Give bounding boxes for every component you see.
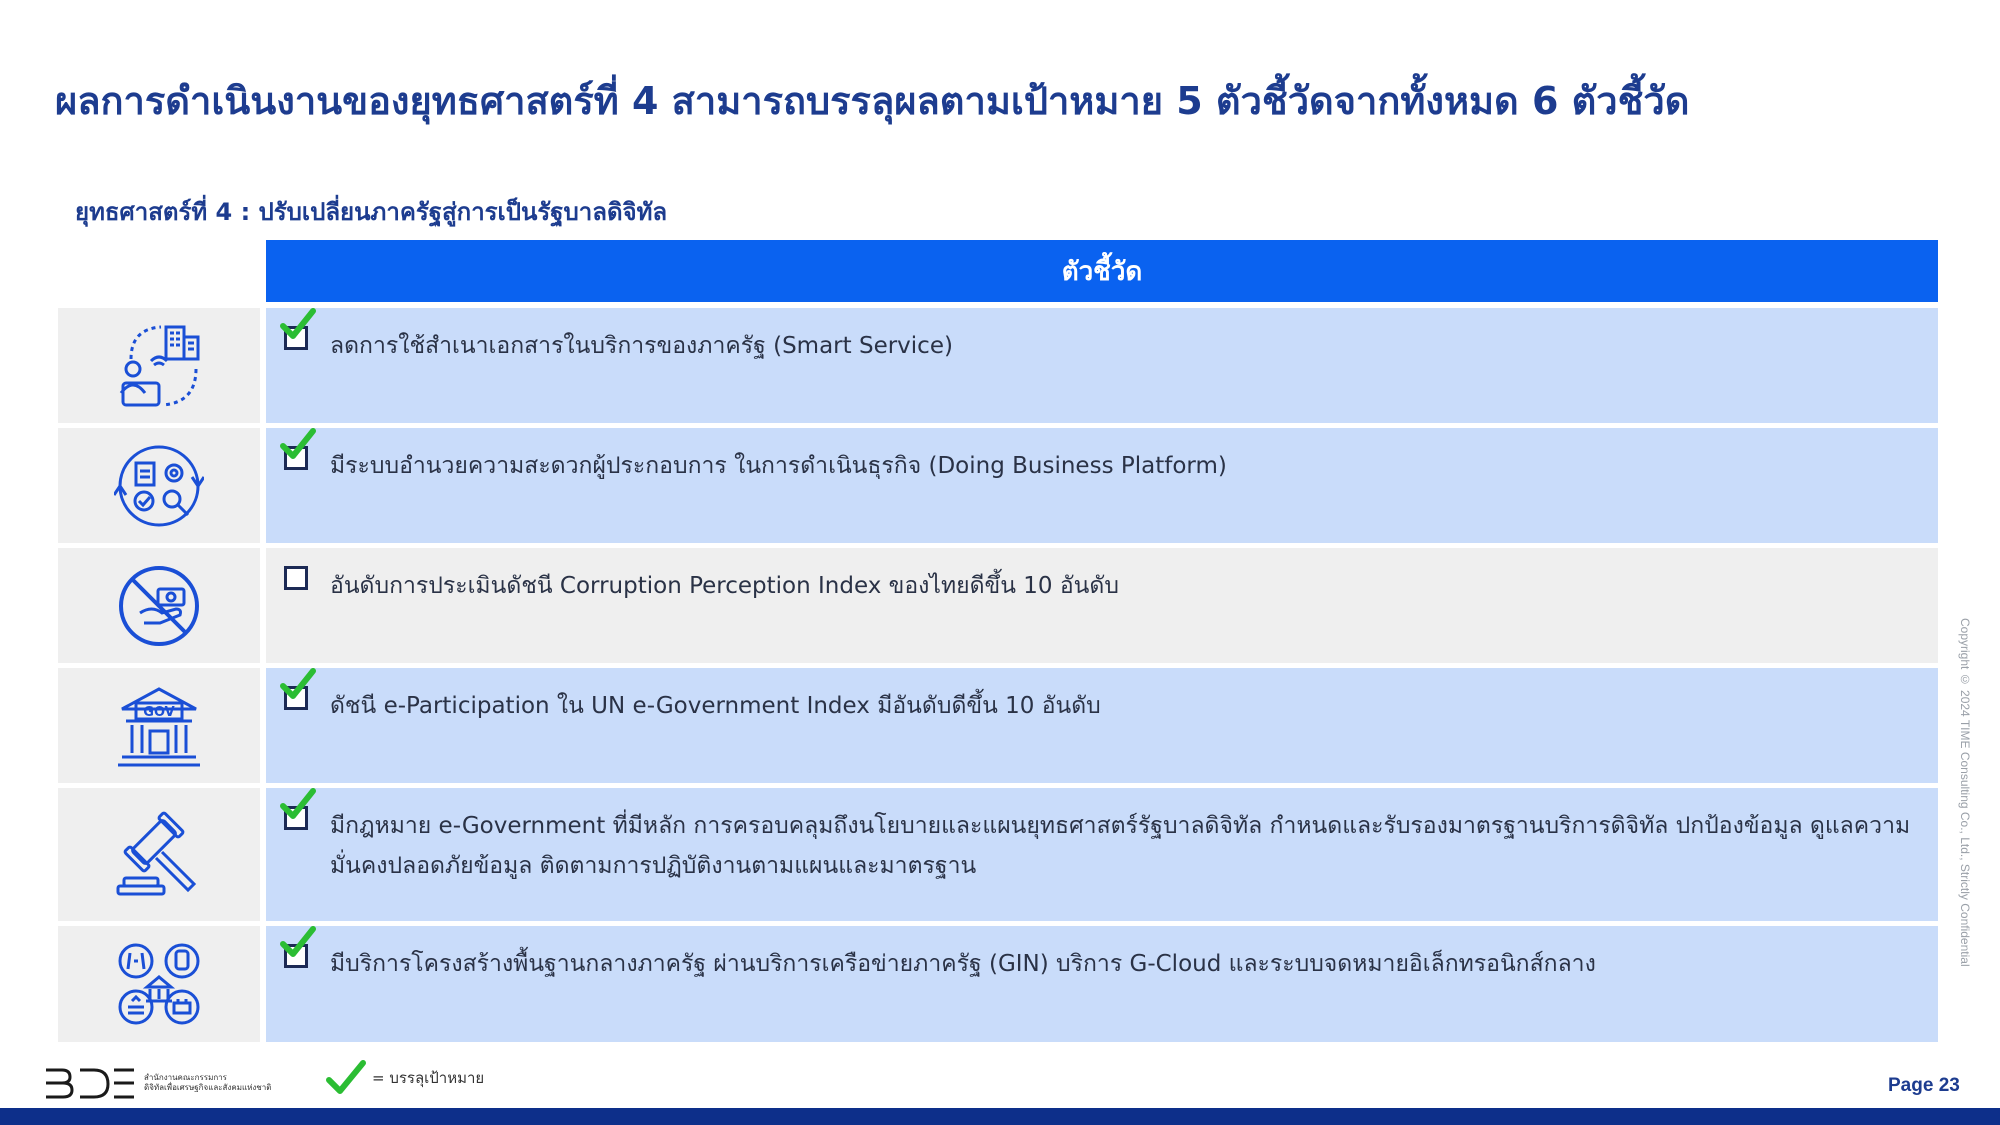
law-gavel-icon bbox=[114, 810, 204, 900]
indicator-row bbox=[58, 548, 1938, 663]
indicator-table-header: ตัวชี้วัด bbox=[266, 240, 1938, 302]
footer-bar bbox=[0, 1108, 2000, 1125]
checkmark-icon bbox=[326, 1060, 366, 1096]
indicator-content bbox=[266, 668, 1938, 783]
checkmark-icon bbox=[280, 926, 316, 960]
indicator-icon-cell bbox=[58, 548, 260, 663]
indicator-content bbox=[266, 428, 1938, 543]
checkmark-icon bbox=[280, 788, 316, 822]
indicator-row bbox=[58, 428, 1938, 543]
legend-text: = บรรลุเป้าหมาย bbox=[372, 1069, 485, 1087]
checkmark-icon bbox=[280, 308, 316, 342]
infrastructure-icon bbox=[114, 939, 204, 1029]
no-corruption-icon bbox=[114, 561, 204, 651]
indicator-icon-cell bbox=[58, 788, 260, 921]
indicator-text: มีบริการโครงสร้างพื้นฐานกลางภาครัฐ ผ่านบริการเครือข่ายภาครัฐ (GIN) บริการ G-Cloud และระบบจดหมายอิเล็กทรอนิกส์กลาง bbox=[330, 951, 1596, 977]
indicator-row bbox=[58, 926, 1938, 1042]
indicator-text: มีระบบอำนวยความสะดวกผู้ประกอบการ ในการดำเนินธุรกิจ (Doing Business Platform) bbox=[330, 453, 1227, 479]
indicator-text: ดัชนี e-Participation ใน UN e-Government Index มีอันดับดีขึ้น 10 อันดับ bbox=[330, 693, 1101, 719]
copyright-notice: Copyright © 2024 TIME Consulting Co., Ltd., Strictly Confidential bbox=[1958, 618, 1972, 967]
checkbox-icon bbox=[284, 566, 308, 590]
indicator-row bbox=[58, 788, 1938, 921]
indicator-text: อันดับการประเมินดัชนี Corruption Perception Index ของไทยดีขึ้น 10 อันดับ bbox=[330, 573, 1119, 599]
indicator-row bbox=[58, 668, 1938, 783]
indicator-content bbox=[266, 548, 1938, 663]
indicator-text: มีกฎหมาย e-Government ที่มีหลัก การครอบคลุมถึงนโยบายและแผนยุทธศาสตร์รัฐบาลดิจิทัล กำหนดและรับรองมาตรฐานบริการดิจิทัล ปกป้องข้อมูล ดูแลความมั่นคงปลอดภัยข้อมูล ติดตามการปฏิบัติงานตามแผนและมาตรฐาน bbox=[330, 813, 1911, 879]
indicator-icon-cell bbox=[58, 428, 260, 543]
bde-logo-mark bbox=[42, 1066, 138, 1100]
indicator-row bbox=[58, 308, 1938, 423]
business-process-icon bbox=[114, 441, 204, 531]
strategy-subtitle: ยุทธศาสตร์ที่ 4 : ปรับเปลี่ยนภาครัฐสู่การเป็นรัฐบาลดิจิทัล bbox=[75, 198, 668, 226]
page-number: Page 23 bbox=[1888, 1075, 1960, 1096]
legend bbox=[326, 1060, 484, 1096]
indicator-icon-cell bbox=[58, 308, 260, 423]
logo-subtitle: สำนักงานคณะกรรมการ ดิจิทัลเพื่อเศรษฐกิจและสังคมแห่งชาติ bbox=[144, 1073, 272, 1092]
indicator-content bbox=[266, 788, 1938, 921]
page-title: ผลการดำเนินงานของยุทธศาสตร์ที่ 4 สามารถบรรลุผลตามเป้าหมาย 5 ตัวชี้วัดจากทั้งหมด 6 ตัวชี้วัด bbox=[55, 79, 1690, 123]
indicator-content bbox=[266, 926, 1938, 1042]
indicator-icon-cell bbox=[58, 926, 260, 1042]
gov-building-icon bbox=[114, 681, 204, 771]
bde-logo bbox=[42, 1066, 271, 1100]
digital-service-icon bbox=[111, 321, 207, 411]
indicator-icon-cell bbox=[58, 668, 260, 783]
checkmark-icon bbox=[280, 668, 316, 702]
indicator-content bbox=[266, 308, 1938, 423]
checkmark-icon bbox=[280, 428, 316, 462]
indicator-text: ลดการใช้สำเนาเอกสารในบริการของภาครัฐ (Smart Service) bbox=[330, 333, 953, 359]
svg-text:GOV: GOV bbox=[143, 704, 175, 720]
